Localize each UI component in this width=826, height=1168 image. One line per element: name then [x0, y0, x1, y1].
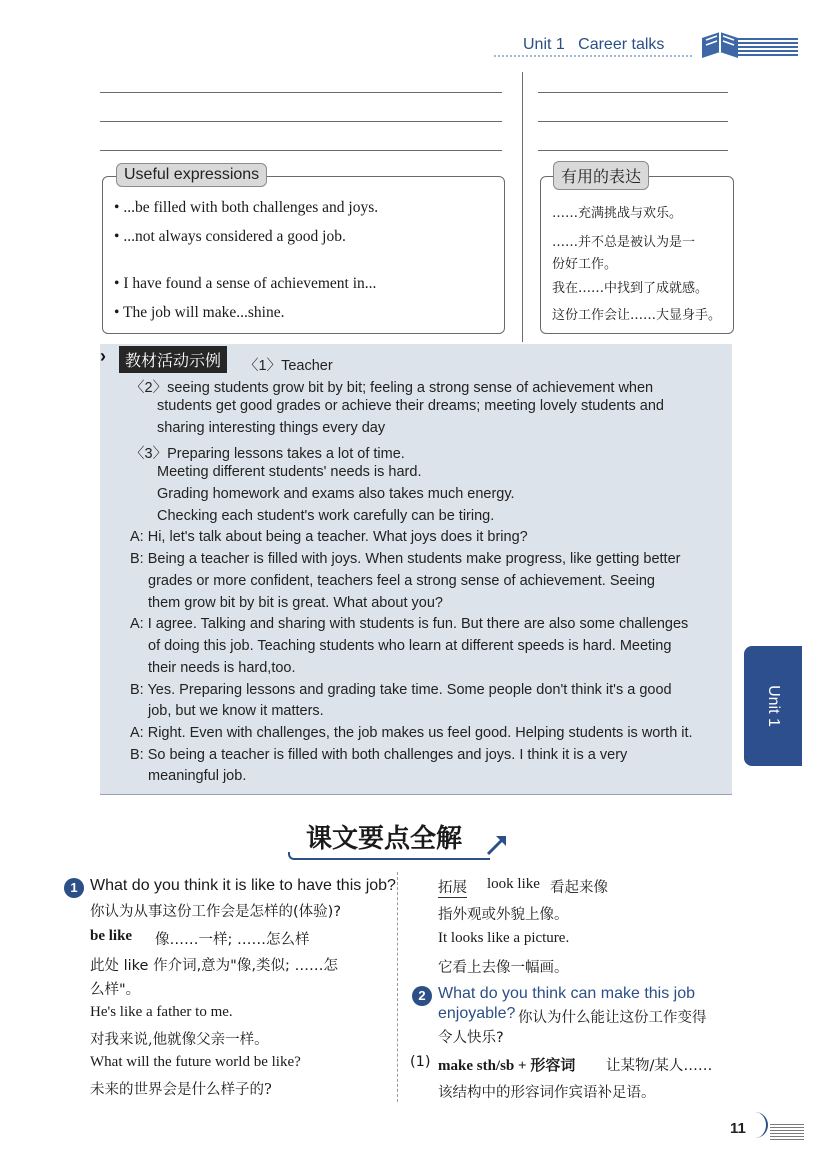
sub-point-explanation: 该结构中的形容词作宾语补足语。: [438, 1085, 656, 1101]
chinese-expressions-tag: 有用的表达: [553, 161, 649, 190]
page-number-bracket: [752, 1112, 768, 1138]
point-number-badge: 2: [412, 986, 432, 1006]
activity-line: them grow bit by bit is great. What about you?: [148, 595, 443, 611]
writing-line: [538, 121, 728, 122]
header-chapter: Career talks: [578, 36, 665, 53]
useful-expressions-tag: Useful expressions: [116, 163, 267, 187]
arrow-up-right-icon: [486, 832, 510, 856]
unit-side-tab-label: Unit 1: [764, 685, 782, 727]
activity-line: job, but we know it matters.: [148, 703, 324, 719]
point-question: What do you think can make this job: [438, 985, 696, 1002]
activity-line: students get good grades or achieve their dreams; meeting lovely students and: [157, 398, 664, 414]
section-heading: 课文要点全解: [306, 824, 463, 854]
expression-item: • ...be filled with both challenges and joys.: [114, 199, 379, 216]
chevron-right-icon: ›: [100, 346, 106, 366]
activity-line: 〈1〉Teacher: [244, 358, 333, 374]
footer-stripes: [770, 1124, 804, 1142]
activity-line: A: Hi, let's talk about being a teacher. What joys does it bring?: [130, 529, 528, 545]
point-question: enjoyable?: [438, 1005, 516, 1022]
expression-item: • ...not always considered a good job.: [114, 228, 346, 245]
sub-point-meaning: 让某物/某人……: [606, 1058, 713, 1074]
activity-line: Checking each student's work carefully can be tiring.: [157, 508, 495, 524]
activity-line: 〈2〉seeing students grow bit by bit; feeling a strong sense of achievement when: [130, 380, 654, 396]
column-divider: [522, 72, 523, 342]
expression-item: • I have found a sense of achievement in...: [114, 275, 377, 292]
point-translation: 令人快乐?: [438, 1030, 504, 1046]
term: be like: [90, 928, 133, 944]
example-cn: 未来的世界会是什么样子的?: [90, 1082, 272, 1098]
extension-label: 拓展: [438, 876, 467, 898]
section-heading-underline: [288, 852, 490, 860]
activity-line: A: I agree. Talking and sharing with students is fun. But there are also some challenges: [130, 616, 689, 632]
point-translation: 你认为什么能让这份工作变得: [518, 1010, 707, 1026]
activity-line: of doing this job. Teaching students who learn at different speeds is hard. Meeting: [148, 638, 672, 654]
sub-point-term: make sth/sb + 形容词: [438, 1058, 576, 1074]
header-title: [523, 36, 664, 54]
expression-item: • The job will make...shine.: [114, 304, 285, 321]
writing-line: [100, 92, 502, 93]
book-icon: [698, 26, 742, 62]
chinese-expression-item: 份好工作。: [552, 257, 618, 272]
chinese-expression-item: ……并不总是被认为是一: [552, 235, 696, 250]
chinese-expression-item: 我在……中找到了成就感。: [552, 281, 709, 296]
activity-line: sharing interesting things every day: [157, 420, 386, 436]
activity-label: 教材活动示例: [119, 346, 227, 373]
activity-line: their needs is hard,too.: [148, 660, 296, 676]
point-number-badge: 1: [64, 878, 84, 898]
activity-line: 〈3〉Preparing lessons takes a lot of time.: [130, 446, 405, 462]
example-en: He's like a father to me.: [90, 1004, 233, 1020]
point-question: What do you think it is like to have this job?: [90, 877, 396, 894]
header-stripes: [738, 38, 798, 56]
chinese-expression-item: 这份工作会让……大显身手。: [552, 308, 722, 323]
extension-explanation: 指外观或外貌上像。: [438, 907, 569, 923]
explanation: 此处 like 作介词,意为"像,类似; ……怎: [90, 958, 338, 974]
page-number: 11: [730, 1120, 746, 1137]
header-dotted-rule: [494, 55, 692, 57]
activity-line: B: Being a teacher is filled with joys. When students make progress, like getting better: [130, 551, 681, 567]
activity-line: A: Right. Even with challenges, the job makes us feel good. Helping students is worth it.: [130, 725, 693, 741]
chinese-expression-item: ……充满挑战与欢乐。: [552, 206, 683, 221]
activity-line: Grading homework and exams also takes much energy.: [157, 486, 515, 502]
column-divider: [397, 872, 398, 1102]
writing-line: [538, 92, 728, 93]
activity-line: grades or more confident, teachers feel a strong sense of achievement. Seeing: [148, 573, 655, 589]
term-meaning: 像……一样; ……怎么样: [155, 932, 310, 948]
header-unit: Unit 1: [523, 36, 565, 53]
writing-line: [100, 121, 502, 122]
extension-term-meaning: 看起来像: [550, 880, 608, 896]
writing-line: [538, 150, 728, 151]
activity-line: meaningful job.: [148, 768, 247, 784]
activity-line: B: Yes. Preparing lessons and grading take time. Some people don't think it's a good: [130, 682, 672, 698]
activity-line: Meeting different students' needs is hard.: [157, 464, 422, 480]
example-cn: 对我来说,他就像父亲一样。: [90, 1032, 269, 1048]
example-en: It looks like a picture.: [438, 930, 570, 946]
point-translation: 你认为从事这份工作会是怎样的(体验)?: [90, 904, 342, 920]
writing-line: [100, 150, 502, 151]
example-cn: 它看上去像一幅画。: [438, 960, 569, 976]
extension-term: look like: [487, 876, 540, 892]
example-en: What will the future world be like?: [90, 1054, 301, 1070]
sub-point-number: (1): [410, 1054, 431, 1070]
explanation: 么样"。: [90, 982, 141, 998]
activity-line: B: So being a teacher is filled with both challenges and joys. I think it is a very: [130, 747, 628, 763]
